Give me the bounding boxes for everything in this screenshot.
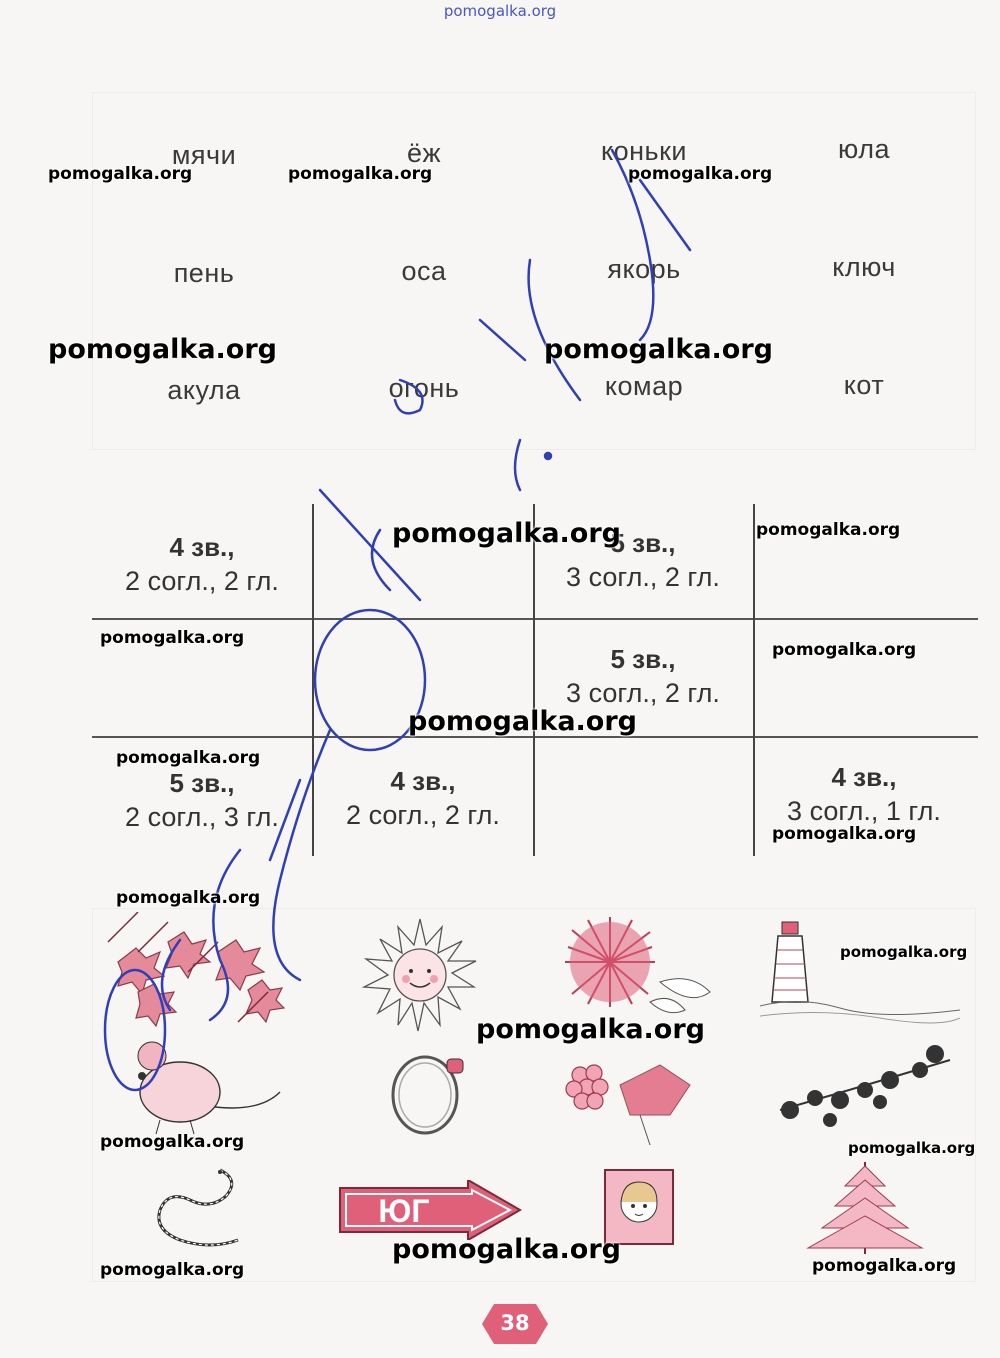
- watermark: pomogalka.org: [392, 518, 621, 549]
- sound-breakdown: 2 согл., 3 гл.: [125, 802, 279, 832]
- word-cell: ёж: [406, 138, 442, 168]
- word-cell: акула: [167, 375, 241, 405]
- snake-icon: [150, 1160, 250, 1260]
- watermark: pomogalka.org: [392, 1234, 621, 1265]
- watermark: pomogalka.org: [100, 1132, 245, 1152]
- word-cell: пень: [173, 258, 235, 288]
- raspberry-icon: [560, 1045, 720, 1145]
- table-cell: [754, 760, 974, 828]
- word-cell: мячи: [171, 140, 237, 170]
- word-cell: комар: [604, 371, 684, 401]
- sound-count: 4 зв.,: [390, 766, 456, 796]
- watermark: pomogalka.org: [848, 1139, 976, 1157]
- word-cell: оса: [401, 256, 447, 286]
- site-header[interactable]: pomogalka.org: [443, 2, 557, 20]
- watermark: pomogalka.org: [408, 706, 637, 737]
- sound-count: 4 зв.,: [169, 532, 235, 562]
- sound-breakdown: 2 согл., 2 гл.: [125, 566, 279, 596]
- sound-count: 4 зв.,: [831, 762, 897, 792]
- watermark: pomogalka.org: [48, 164, 193, 184]
- ring-icon: [385, 1045, 475, 1140]
- word-cell: юла: [838, 134, 890, 164]
- fir-tree-icon: [800, 1158, 930, 1258]
- table-cell: [533, 642, 753, 710]
- watermark: pomogalka.org: [812, 1256, 957, 1276]
- word-cell: огонь: [388, 373, 460, 403]
- watermark: pomogalka.org: [116, 888, 261, 908]
- watermark: pomogalka.org: [100, 1260, 245, 1280]
- word-cell: ключ: [832, 252, 896, 282]
- sound-count: 5 зв.,: [610, 528, 676, 558]
- sound-count: 5 зв.,: [610, 644, 676, 674]
- watermark: pomogalka.org: [544, 334, 773, 365]
- sound-breakdown: 3 согл., 2 гл.: [566, 678, 720, 708]
- blackberry-branch-icon: [770, 1040, 960, 1140]
- sound-breakdown: 3 согл., 2 гл.: [566, 562, 720, 592]
- watermark: pomogalka.org: [772, 824, 917, 844]
- south-arrow-sign-icon: [338, 1180, 523, 1240]
- lighthouse-icon: [760, 918, 960, 1028]
- watermark: pomogalka.org: [772, 640, 917, 660]
- sound-breakdown: 3 согл., 1 гл.: [787, 796, 941, 826]
- table-cell: [313, 764, 533, 832]
- sound-breakdown: 2 согл., 2 гл.: [346, 800, 500, 830]
- word-cell: кот: [843, 370, 885, 400]
- watermark: pomogalka.org: [48, 334, 277, 365]
- page-number: 38: [500, 1311, 530, 1335]
- watermark: pomogalka.org: [288, 164, 433, 184]
- aster-flower-icon: [560, 912, 720, 1022]
- watermark: pomogalka.org: [840, 943, 968, 961]
- watermark: pomogalka.org: [100, 628, 245, 648]
- sound-analysis-table: [92, 500, 978, 860]
- watermark: pomogalka.org: [628, 164, 773, 184]
- word-cell: якорь: [607, 254, 681, 284]
- watermark: pomogalka.org: [756, 520, 901, 540]
- leaves-icon: [98, 912, 308, 1032]
- page-number-badge: [480, 1302, 550, 1346]
- mouse-icon: [120, 1032, 290, 1142]
- south-sign-label: ЮГ: [378, 1193, 430, 1229]
- watermark: pomogalka.org: [476, 1014, 705, 1045]
- sun-icon: [360, 915, 480, 1035]
- watermark: pomogalka.org: [116, 748, 261, 768]
- table-cell: [92, 530, 312, 598]
- word-cell: коньки: [600, 136, 687, 166]
- table-row-divider: [92, 618, 978, 620]
- table-cell: [92, 766, 312, 834]
- sound-count: 5 зв.,: [169, 768, 235, 798]
